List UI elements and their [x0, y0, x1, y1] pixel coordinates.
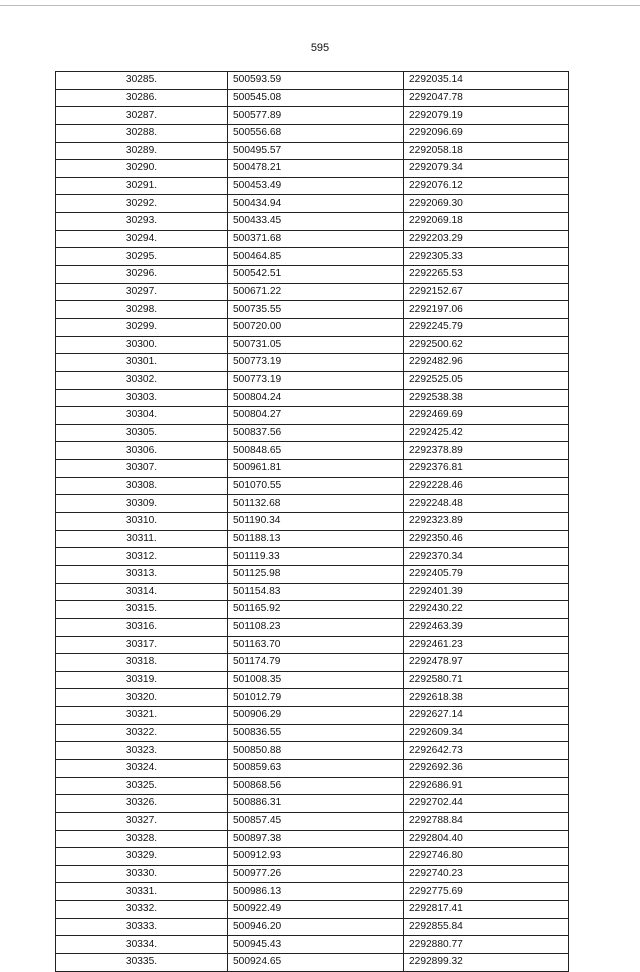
x-coordinate-cell: 501174.79 [228, 654, 404, 672]
y-coordinate-cell: 2292245.79 [404, 318, 569, 336]
point-id-cell: 30331. [56, 883, 228, 901]
point-id-cell: 30299. [56, 318, 228, 336]
x-coordinate-cell: 501012.79 [228, 689, 404, 707]
y-coordinate-cell: 2292265.53 [404, 266, 569, 284]
y-coordinate-cell: 2292463.39 [404, 618, 569, 636]
y-coordinate-cell: 2292692.36 [404, 759, 569, 777]
y-coordinate-cell: 2292686.91 [404, 777, 569, 795]
y-coordinate-cell: 2292746.80 [404, 848, 569, 866]
y-coordinate-cell: 2292069.18 [404, 213, 569, 231]
point-id-cell: 30305. [56, 424, 228, 442]
point-id-cell: 30309. [56, 495, 228, 513]
point-id-cell: 30294. [56, 230, 228, 248]
point-id-cell: 30290. [56, 160, 228, 178]
x-coordinate-cell: 500735.55 [228, 301, 404, 319]
table-row [56, 513, 569, 531]
x-coordinate-cell: 500720.00 [228, 318, 404, 336]
table-row [56, 689, 569, 707]
table-row [56, 601, 569, 619]
point-id-cell: 30330. [56, 865, 228, 883]
y-coordinate-cell: 2292880.77 [404, 936, 569, 954]
point-id-cell: 30334. [56, 936, 228, 954]
x-coordinate-cell: 500434.94 [228, 195, 404, 213]
x-coordinate-cell: 500897.38 [228, 830, 404, 848]
x-coordinate-cell: 500961.81 [228, 460, 404, 478]
x-coordinate-cell: 500912.93 [228, 848, 404, 866]
y-coordinate-cell: 2292047.78 [404, 89, 569, 107]
y-coordinate-cell: 2292538.38 [404, 389, 569, 407]
x-coordinate-cell: 500671.22 [228, 283, 404, 301]
x-coordinate-cell: 500906.29 [228, 707, 404, 725]
x-coordinate-cell: 501132.68 [228, 495, 404, 513]
y-coordinate-cell: 2292618.38 [404, 689, 569, 707]
y-coordinate-cell: 2292096.69 [404, 124, 569, 142]
table-row [56, 248, 569, 266]
x-coordinate-cell: 501008.35 [228, 671, 404, 689]
x-coordinate-cell: 500986.13 [228, 883, 404, 901]
x-coordinate-cell: 500593.59 [228, 72, 404, 90]
point-id-cell: 30320. [56, 689, 228, 707]
y-coordinate-cell: 2292609.34 [404, 724, 569, 742]
x-coordinate-cell: 500977.26 [228, 865, 404, 883]
x-coordinate-cell: 501070.55 [228, 477, 404, 495]
x-coordinate-cell: 500478.21 [228, 160, 404, 178]
x-coordinate-cell: 500924.65 [228, 954, 404, 972]
table-row [56, 477, 569, 495]
point-id-cell: 30308. [56, 477, 228, 495]
x-coordinate-cell: 500886.31 [228, 795, 404, 813]
x-coordinate-cell: 500848.65 [228, 442, 404, 460]
table-row [56, 442, 569, 460]
table-row [56, 460, 569, 478]
point-id-cell: 30317. [56, 636, 228, 654]
table-row [56, 565, 569, 583]
y-coordinate-cell: 2292478.97 [404, 654, 569, 672]
point-id-cell: 30318. [56, 654, 228, 672]
y-coordinate-cell: 2292788.84 [404, 812, 569, 830]
point-id-cell: 30292. [56, 195, 228, 213]
table-row [56, 142, 569, 160]
y-coordinate-cell: 2292305.33 [404, 248, 569, 266]
y-coordinate-cell: 2292079.19 [404, 107, 569, 125]
point-id-cell: 30326. [56, 795, 228, 813]
x-coordinate-cell: 501165.92 [228, 601, 404, 619]
x-coordinate-cell: 500371.68 [228, 230, 404, 248]
table-row [56, 654, 569, 672]
point-id-cell: 30327. [56, 812, 228, 830]
x-coordinate-cell: 500837.56 [228, 424, 404, 442]
y-coordinate-cell: 2292642.73 [404, 742, 569, 760]
y-coordinate-cell: 2292702.44 [404, 795, 569, 813]
y-coordinate-cell: 2292740.23 [404, 865, 569, 883]
x-coordinate-cell: 500577.89 [228, 107, 404, 125]
table-row [56, 530, 569, 548]
table-row [56, 936, 569, 954]
table-row [56, 918, 569, 936]
y-coordinate-cell: 2292058.18 [404, 142, 569, 160]
x-coordinate-cell: 500922.49 [228, 901, 404, 919]
y-coordinate-cell: 2292152.67 [404, 283, 569, 301]
point-id-cell: 30325. [56, 777, 228, 795]
point-id-cell: 30295. [56, 248, 228, 266]
table-row [56, 742, 569, 760]
coordinates-table [55, 71, 569, 972]
point-id-cell: 30323. [56, 742, 228, 760]
table-row [56, 301, 569, 319]
table-row [56, 424, 569, 442]
y-coordinate-cell: 2292817.41 [404, 901, 569, 919]
y-coordinate-cell: 2292035.14 [404, 72, 569, 90]
table-row [56, 671, 569, 689]
point-id-cell: 30328. [56, 830, 228, 848]
point-id-cell: 30302. [56, 371, 228, 389]
y-coordinate-cell: 2292079.34 [404, 160, 569, 178]
point-id-cell: 30297. [56, 283, 228, 301]
table-row [56, 389, 569, 407]
point-id-cell: 30296. [56, 266, 228, 284]
point-id-cell: 30329. [56, 848, 228, 866]
table-row [56, 72, 569, 90]
point-id-cell: 30300. [56, 336, 228, 354]
point-id-cell: 30316. [56, 618, 228, 636]
x-coordinate-cell: 500804.24 [228, 389, 404, 407]
point-id-cell: 30312. [56, 548, 228, 566]
table-row [56, 707, 569, 725]
table-row [56, 618, 569, 636]
point-id-cell: 30301. [56, 354, 228, 372]
table-row [56, 283, 569, 301]
y-coordinate-cell: 2292855.84 [404, 918, 569, 936]
point-id-cell: 30288. [56, 124, 228, 142]
x-coordinate-cell: 500464.85 [228, 248, 404, 266]
point-id-cell: 30285. [56, 72, 228, 90]
point-id-cell: 30298. [56, 301, 228, 319]
table-row [56, 636, 569, 654]
y-coordinate-cell: 2292430.22 [404, 601, 569, 619]
y-coordinate-cell: 2292461.23 [404, 636, 569, 654]
x-coordinate-cell: 501154.83 [228, 583, 404, 601]
y-coordinate-cell: 2292899.32 [404, 954, 569, 972]
table-row [56, 583, 569, 601]
point-id-cell: 30332. [56, 901, 228, 919]
y-coordinate-cell: 2292401.39 [404, 583, 569, 601]
point-id-cell: 30304. [56, 407, 228, 425]
x-coordinate-cell: 500773.19 [228, 371, 404, 389]
point-id-cell: 30314. [56, 583, 228, 601]
y-coordinate-cell: 2292350.46 [404, 530, 569, 548]
x-coordinate-cell: 500731.05 [228, 336, 404, 354]
table-row [56, 266, 569, 284]
table-row [56, 89, 569, 107]
x-coordinate-cell: 501119.33 [228, 548, 404, 566]
table-row [56, 371, 569, 389]
point-id-cell: 30287. [56, 107, 228, 125]
x-coordinate-cell: 501190.34 [228, 513, 404, 531]
x-coordinate-cell: 500836.55 [228, 724, 404, 742]
point-id-cell: 30293. [56, 213, 228, 231]
table-row [56, 124, 569, 142]
y-coordinate-cell: 2292069.30 [404, 195, 569, 213]
point-id-cell: 30322. [56, 724, 228, 742]
point-id-cell: 30310. [56, 513, 228, 531]
x-coordinate-cell: 500946.20 [228, 918, 404, 936]
y-coordinate-cell: 2292203.29 [404, 230, 569, 248]
x-coordinate-cell: 500857.45 [228, 812, 404, 830]
point-id-cell: 30303. [56, 389, 228, 407]
table-row [56, 177, 569, 195]
table-row [56, 160, 569, 178]
table-row [56, 230, 569, 248]
point-id-cell: 30313. [56, 565, 228, 583]
table-row [56, 901, 569, 919]
x-coordinate-cell: 501163.70 [228, 636, 404, 654]
x-coordinate-cell: 500859.63 [228, 759, 404, 777]
page-number: 595 [310, 42, 330, 54]
top-border-line [0, 5, 640, 6]
x-coordinate-cell: 500556.68 [228, 124, 404, 142]
table-row [56, 830, 569, 848]
table-row [56, 195, 569, 213]
table-row [56, 107, 569, 125]
y-coordinate-cell: 2292627.14 [404, 707, 569, 725]
table-row [56, 759, 569, 777]
x-coordinate-cell: 500945.43 [228, 936, 404, 954]
y-coordinate-cell: 2292378.89 [404, 442, 569, 460]
x-coordinate-cell: 500453.49 [228, 177, 404, 195]
x-coordinate-cell: 500804.27 [228, 407, 404, 425]
point-id-cell: 30291. [56, 177, 228, 195]
y-coordinate-cell: 2292500.62 [404, 336, 569, 354]
point-id-cell: 30306. [56, 442, 228, 460]
x-coordinate-cell: 500433.45 [228, 213, 404, 231]
y-coordinate-cell: 2292248.48 [404, 495, 569, 513]
y-coordinate-cell: 2292228.46 [404, 477, 569, 495]
point-id-cell: 30319. [56, 671, 228, 689]
y-coordinate-cell: 2292376.81 [404, 460, 569, 478]
coordinates-table-body [56, 72, 569, 972]
table-row [56, 812, 569, 830]
y-coordinate-cell: 2292580.71 [404, 671, 569, 689]
x-coordinate-cell: 501125.98 [228, 565, 404, 583]
y-coordinate-cell: 2292370.34 [404, 548, 569, 566]
x-coordinate-cell: 500773.19 [228, 354, 404, 372]
table-row [56, 318, 569, 336]
y-coordinate-cell: 2292405.79 [404, 565, 569, 583]
y-coordinate-cell: 2292469.69 [404, 407, 569, 425]
table-row [56, 724, 569, 742]
point-id-cell: 30289. [56, 142, 228, 160]
table-row [56, 336, 569, 354]
point-id-cell: 30307. [56, 460, 228, 478]
x-coordinate-cell: 501108.23 [228, 618, 404, 636]
point-id-cell: 30321. [56, 707, 228, 725]
x-coordinate-cell: 500850.88 [228, 742, 404, 760]
x-coordinate-cell: 500495.57 [228, 142, 404, 160]
table-row [56, 548, 569, 566]
table-row [56, 795, 569, 813]
point-id-cell: 30315. [56, 601, 228, 619]
table-row [56, 848, 569, 866]
table-row [56, 865, 569, 883]
x-coordinate-cell: 500542.51 [228, 266, 404, 284]
point-id-cell: 30333. [56, 918, 228, 936]
table-row [56, 777, 569, 795]
table-row [56, 883, 569, 901]
y-coordinate-cell: 2292775.69 [404, 883, 569, 901]
x-coordinate-cell: 500868.56 [228, 777, 404, 795]
x-coordinate-cell: 500545.08 [228, 89, 404, 107]
table-row [56, 407, 569, 425]
y-coordinate-cell: 2292482.96 [404, 354, 569, 372]
y-coordinate-cell: 2292076.12 [404, 177, 569, 195]
point-id-cell: 30311. [56, 530, 228, 548]
table-row [56, 495, 569, 513]
table-row [56, 954, 569, 972]
y-coordinate-cell: 2292197.06 [404, 301, 569, 319]
x-coordinate-cell: 501188.13 [228, 530, 404, 548]
point-id-cell: 30324. [56, 759, 228, 777]
point-id-cell: 30335. [56, 954, 228, 972]
table-row [56, 213, 569, 231]
y-coordinate-cell: 2292804.40 [404, 830, 569, 848]
table-row [56, 354, 569, 372]
point-id-cell: 30286. [56, 89, 228, 107]
y-coordinate-cell: 2292525.05 [404, 371, 569, 389]
y-coordinate-cell: 2292323.89 [404, 513, 569, 531]
y-coordinate-cell: 2292425.42 [404, 424, 569, 442]
